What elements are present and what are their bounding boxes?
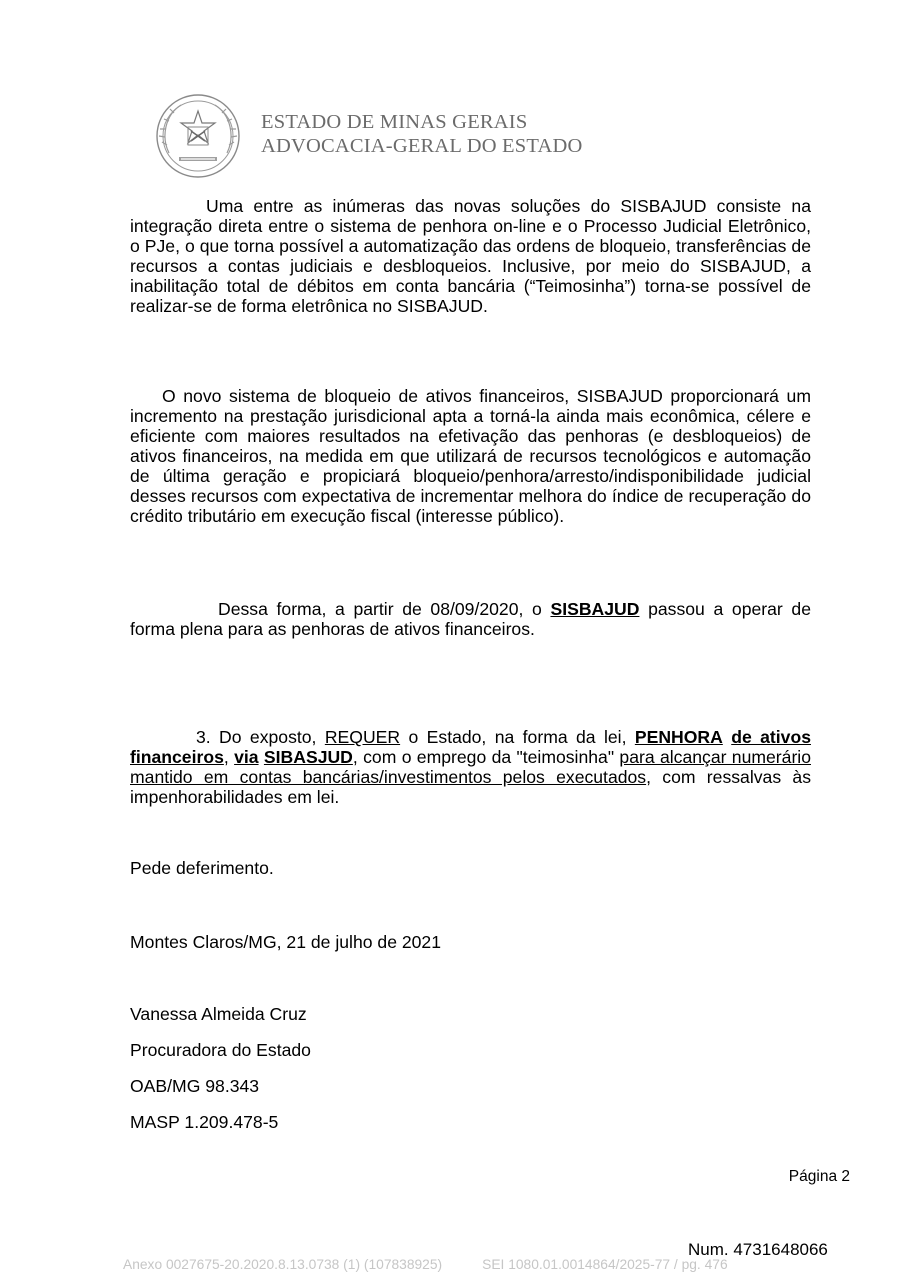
p4-text-6: , com o emprego da "teimosinha" (352, 747, 620, 767)
signer-name: Vanessa Almeida Cruz (130, 1004, 307, 1024)
p4-text-2: o Estado, na forma da lei, (400, 727, 635, 747)
closing-request: Pede deferimento. (130, 858, 274, 878)
p4-requer: REQUER (324, 727, 401, 747)
p4-text-1: 3. Do exposto, (196, 727, 325, 747)
paragraph-since-date (130, 599, 811, 639)
paragraph-sisbajud-integration: Uma entre as inúmeras das novas soluções do SISBAJUD consiste na integração direta entre o sistema de penhora on-line e o Processo Judicial Eletrônico, o PJe, o que torna possível a automatização das ordens de bloqueio, transferências de recursos a contas judiciais e desbloqueios. Inclusive, por meio do SISBAJUD, a inabilitação total de débitos em conta bancária (“Teimosinha”) torna-se possível de realizar-se de forma eletrônica no SISBAJUD. (130, 196, 811, 316)
p3-text-before: Dessa forma, a partir de 08/09/2020, o (218, 599, 551, 619)
p3-sisbajud-emphasis: SISBAJUD (550, 599, 640, 619)
header-agency-name: ADVOCACIA-GERAL DO ESTADO (261, 135, 583, 157)
p4-de-ativos-financeiros: de ativos financeiros (130, 727, 811, 767)
p4-sibasjud: SIBASJUD (263, 747, 353, 767)
signer-masp: MASP 1.209.478-5 (130, 1112, 279, 1132)
footer-sei: SEI 1080.01.0014864/2025-77 / pg. 476 (482, 1257, 728, 1272)
p4-text-4: , (223, 747, 235, 767)
closing-place-date: Montes Claros/MG, 21 de julho de 2021 (130, 932, 442, 952)
p4-via: via (234, 747, 259, 767)
p4-text-7: , com ressalvas às impenhorabilidades em lei. (130, 767, 811, 807)
paragraph-new-system: O novo sistema de bloqueio de ativos financeiros, SISBAJUD proporcionará um incremento na prestação jurisdicional apta a torná-la ainda mais econômica, célere e eficiente com maiores resultados na efetivação das penhoras (e desbloqueios) de ativos financeiros, na medida em que utilizará de recursos tecnológicos e automação de última geração e propiciará bloqueio/penhora/arresto/indisponibilidade judicial desses recursos com expectativa de incrementar melhora do índice de recuperação do crédito tributário em execução fiscal (interesse público). (130, 386, 811, 526)
document-number: Num. 4731648066 (688, 1240, 828, 1259)
footer-annex: Anexo 0027675-20.2020.8.13.0738 (1) (107838925) (123, 1257, 443, 1272)
p4-text-3 (723, 727, 731, 747)
p3-text-after: passou a operar de forma plena para as penhoras de ativos financeiros. (130, 599, 811, 639)
paragraph-request (130, 727, 811, 807)
header-state-name: ESTADO DE MINAS GERAIS (261, 111, 528, 133)
footer-stamp (123, 1257, 728, 1272)
p4-penhora: PENHORA (634, 727, 723, 747)
header-title (261, 110, 582, 158)
signer-oab: OAB/MG 98.343 (130, 1076, 260, 1096)
signer-role: Procuradora do Estado (130, 1040, 311, 1060)
page-number: Página 2 (788, 1168, 850, 1185)
p4-alcancar-numerario: para alcançar numerário mantido em contas bancárias/investimentos pelos executados (130, 747, 811, 787)
state-seal-logo (155, 93, 241, 179)
